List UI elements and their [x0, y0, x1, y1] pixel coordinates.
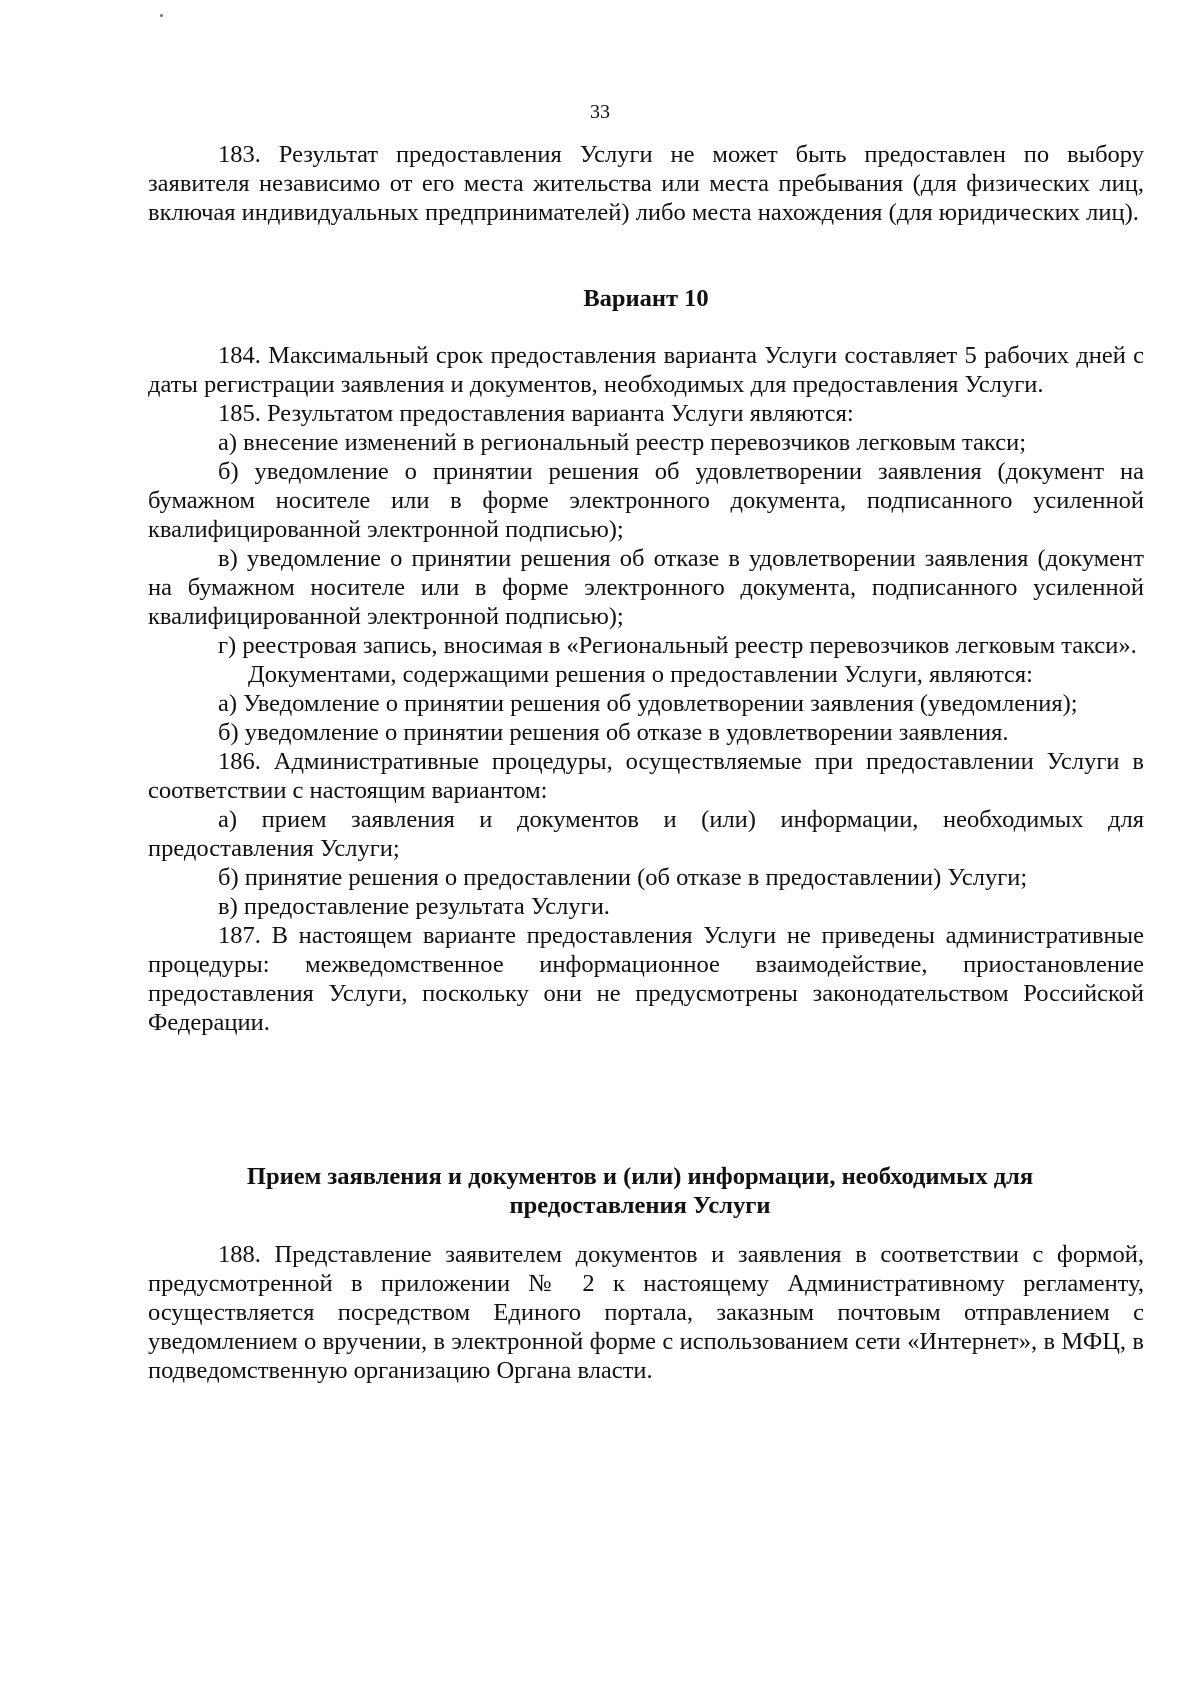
paragraph-185-v: в) уведомление о принятии решения об отказе в удовлетворении заявления (документ на бумажном носителе или в форме электронного документа, подписанного усиленной квалифицированной электронной подписью);: [148, 545, 1144, 630]
paragraph-184: 184. Максимальный срок предоставления варианта Услуги составляет 5 рабочих дней с даты регистрации заявления и документов, необходимых для предоставления Услуги.: [148, 342, 1144, 398]
paragraph-docs-b: б) уведомление о принятии решения об отказе в удовлетворении заявления.: [218, 719, 1009, 746]
paragraph-185: 185. Результатом предоставления варианта Услуги являются:: [218, 400, 854, 427]
paragraph-183: 183. Результат предоставления Услуги не может быть предоставлен по выбору заявителя независимо от его места жительства или места пребывания (для физических лиц, включая индивидуальных предпринимателей) либо места нахождения (для юридических лиц).: [148, 141, 1144, 226]
paragraph-docs-intro: Документами, содержащими решения о предоставлении Услуги, являются:: [248, 661, 1033, 688]
paragraph-185-a: а) внесение изменений в региональный реестр перевозчиков легковым такси;: [218, 429, 1027, 456]
section-183: [148, 140, 1144, 227]
heading-variant-10: Вариант 10: [583, 285, 709, 312]
paragraph-186-b: б) принятие решения о предоставлении (об отказе в предоставлении) Услуги;: [218, 864, 1028, 891]
heading-reception: Прием заявления и документов и (или) информации, необходимых для предоставления Услуги: [246, 1163, 1034, 1219]
page-number: 33: [590, 101, 610, 123]
paragraph-186: 186. Административные процедуры, осуществляемые при предоставлении Услуги в соответствии с настоящим вариантом:: [148, 748, 1144, 804]
paragraph-186-a: а) прием заявления и документов и (или) информации, необходимых для предоставления Услуги;: [148, 806, 1144, 862]
paragraph-185-b: б) уведомление о принятии решения об удовлетворении заявления (документ на бумажном носителе или в форме электронного документа, подписанного усиленной квалифицированной электронной подписью);: [148, 458, 1144, 543]
paragraph-docs-a: а) Уведомление о принятии решения об удовлетворении заявления (уведомления);: [218, 690, 1078, 717]
paragraph-187: 187. В настоящем варианте предоставления Услуги не приведены административные процедуры: межведомственное информационное взаимодействие, приостановление предоставления Услуги, поскольку они не предусмотрены законодательством Российской Федерации.: [148, 922, 1144, 1036]
section-188: [148, 1240, 1144, 1385]
paragraph-188: 188. Представление заявителем документов и заявления в соответствии с формой, предусмотренной в приложении № 2 к настоящему Административному регламенту, осуществляется посредством Единого портала, заказным почтовым отправлением с уведомлением о вручении, в электронной форме с использованием сети «Интернет», в МФЦ, в подведомственную организацию Органа власти.: [148, 1241, 1144, 1384]
scan-speck: [160, 14, 163, 17]
paragraph-186-v: в) предоставление результата Услуги.: [218, 893, 610, 920]
section-184-187: [148, 341, 1144, 1037]
paragraph-185-g: г) реестровая запись, вносимая в «Региональный реестр перевозчиков легковым такси».: [218, 632, 1137, 659]
